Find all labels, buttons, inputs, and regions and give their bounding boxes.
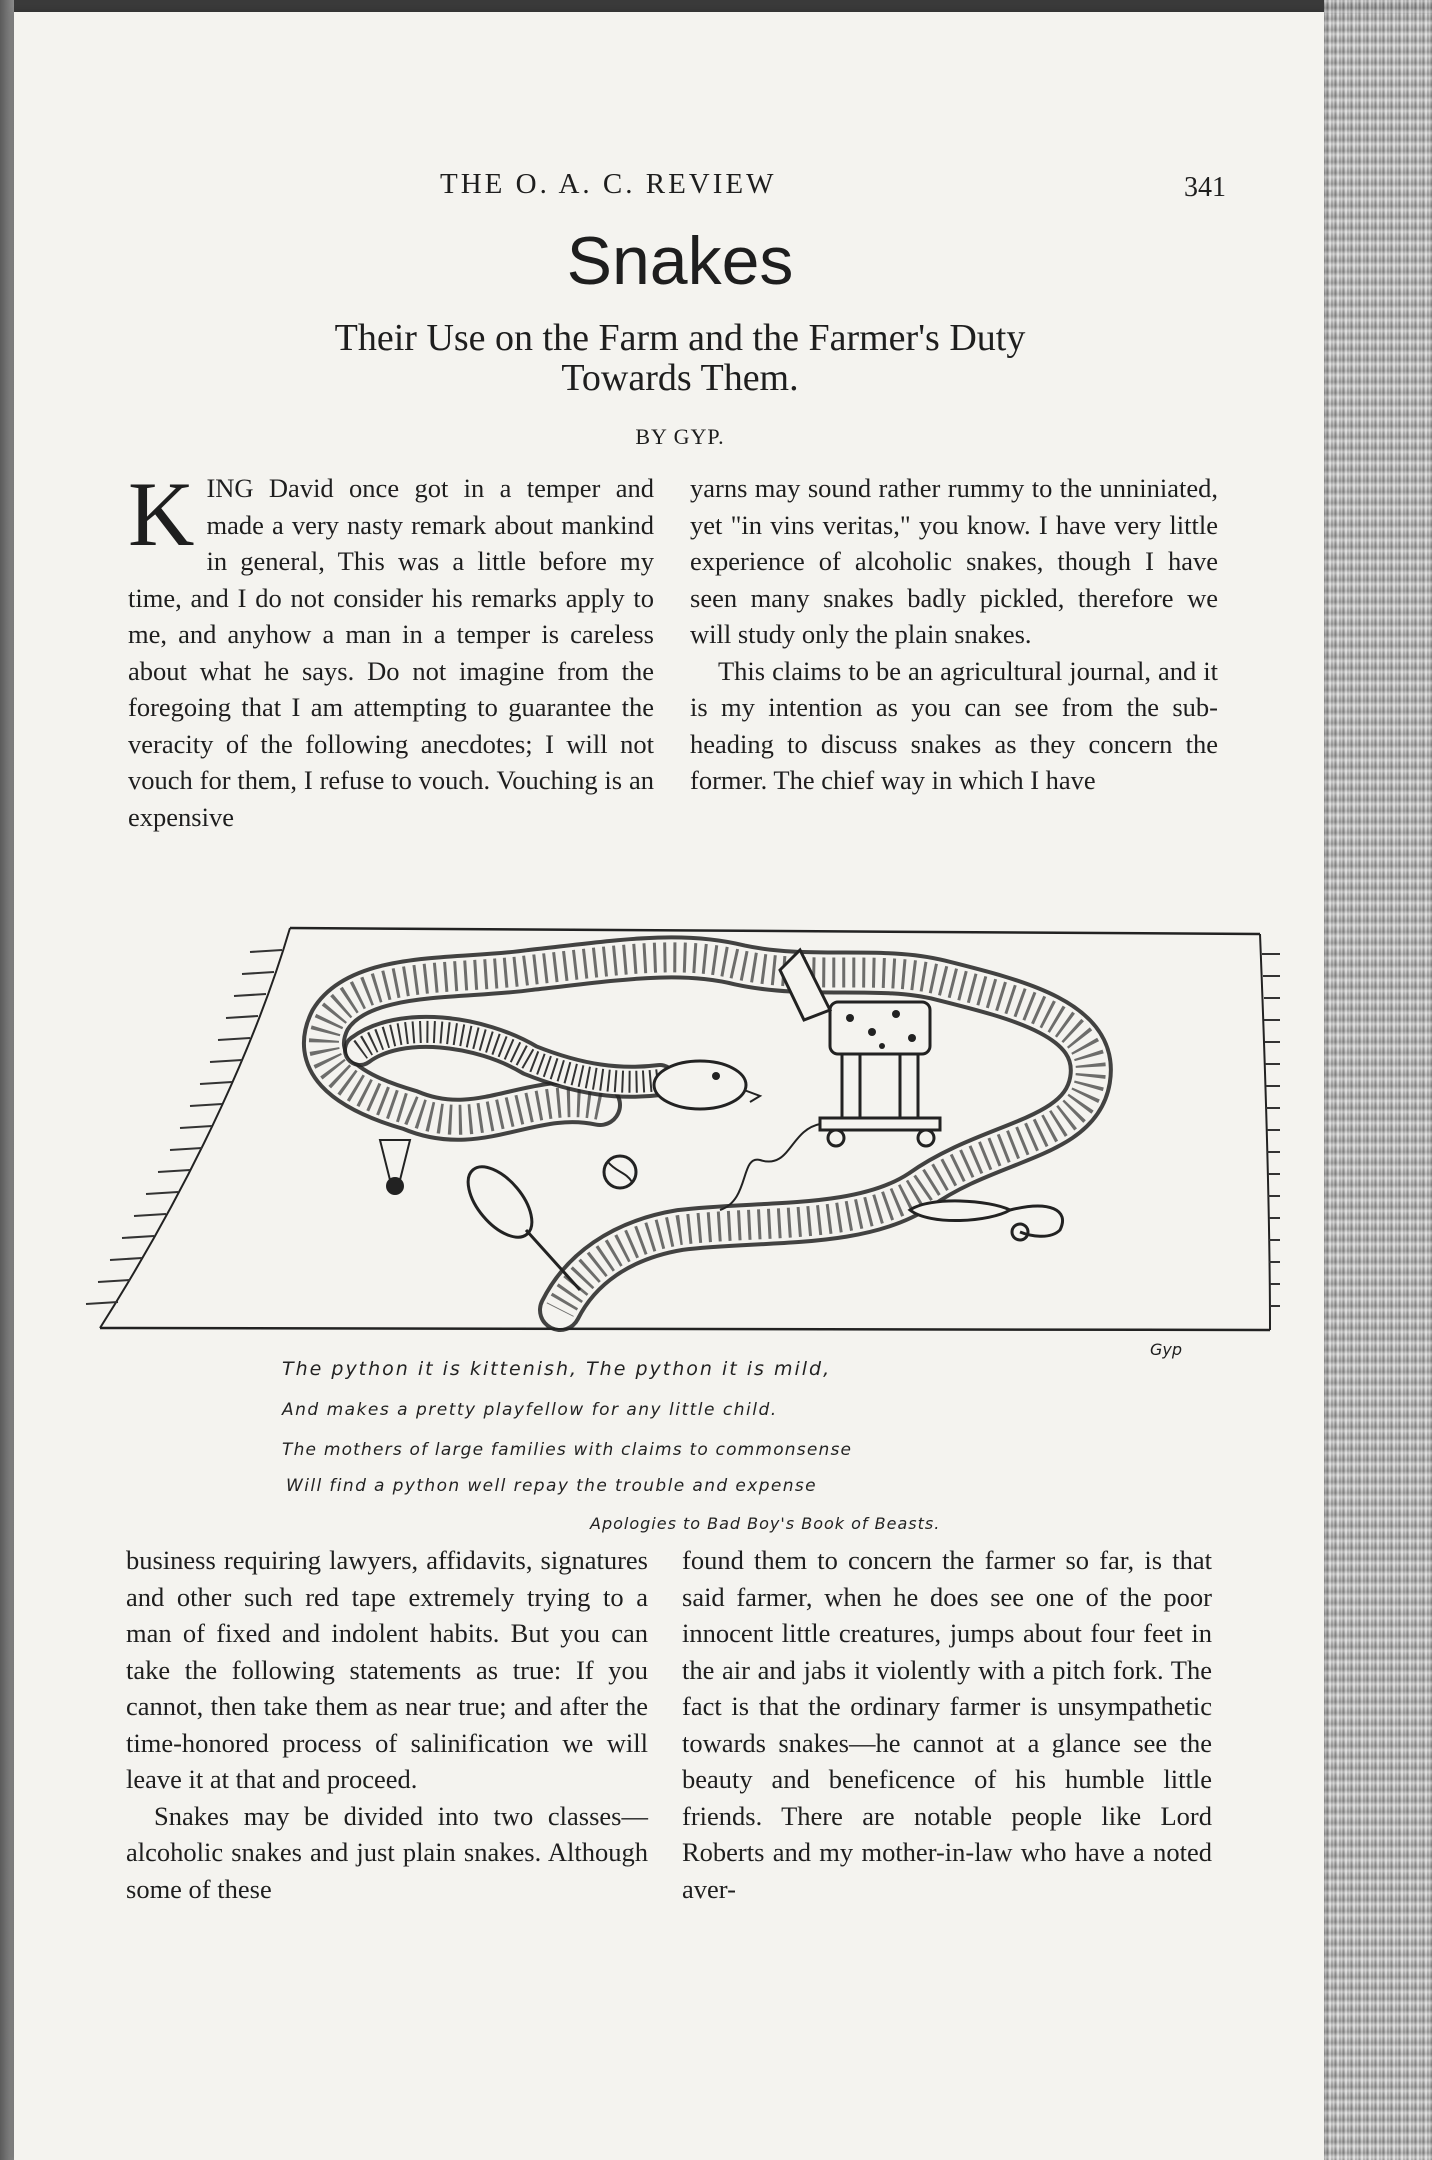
article-title: Snakes [566,223,794,299]
byline: BY GYP. [635,424,725,449]
book-page-edges-shading [1324,0,1432,2160]
subtitle-line-1: Their Use on the Farm and the Farmer's Duty [334,317,1026,359]
caption-line-4: Will find a python well repay the trouble and expense [286,1476,818,1496]
running-head: THE O. A. C. REVIEW [440,168,777,200]
caption-line-1: The python it is kittenish, The python it is mild, [282,1358,832,1380]
paragraph: business requiring lawyers, affidavits, signatures and other such red tape extremely trying to a man of fixed and indolent habits. But you can take the following statements as true: If you cannot, then take them as near true; and after the time-honored process of salinification we will leave it at that and proceed. [126,1545,648,1794]
illustration-signature: Gyp [1150,1340,1183,1359]
column-2 [690,470,1218,799]
page-number: 341 [1184,172,1226,203]
drop-cap: K [128,463,195,565]
caption-attribution: Apologies to Bad Boy's Book of Beasts. [590,1514,941,1533]
caption-line-3: The mothers of large families with claims to commonsense [282,1440,853,1460]
caption-line-2: And makes a pretty playfellow for any little child. [282,1400,778,1420]
python-illustration [60,910,1280,1370]
column-3 [126,1542,648,1907]
paragraph: yarns may sound rather rummy to the unniniated, yet "in vins veritas," you know. I have very little experience of alcoholic snakes, though I have seen many snakes badly pickled, therefore we will study only the plain snakes. [690,473,1218,649]
paragraph: ING David once got in a temper and made a very nasty remark about mankind in general, This was a little before my time, and I do not consider his remarks apply to me, and anyhow a man in a temper is careless about what he says. Do not imagine from the foregoing that I am attempting to guarantee the veracity of the following anecdotes; I will not vouch for them, I refuse to vouch. Vouching is an expensive [128,473,654,832]
column-1 [128,463,654,835]
column-4 [682,1542,1212,1907]
paragraph: Snakes may be divided into two classes—alcoholic snakes and just plain snakes. Although some of these [126,1800,648,1904]
subtitle-line-2: Towards Them. [561,357,799,399]
book-left-edge [0,0,14,2160]
article-subtitle [170,318,1190,398]
paragraph: This claims to be an agricultural journal, and it is my intention as you can see from the sub-heading to discuss snakes as they concern the former. The chief way in which I have [690,655,1218,795]
paragraph: found them to concern the farmer so far, is that said farmer, when he does see one of the poor innocent little creatures, jumps about four feet in the air and jabs it violently with a pitch fork. The fact is that the ordinary farmer is unsympathetic towards snakes—he cannot at a glance see the beauty and beneficence of his humble little friends. There are notable people like Lord Roberts and my mother-in-law who have a noted aver- [682,1545,1212,1904]
